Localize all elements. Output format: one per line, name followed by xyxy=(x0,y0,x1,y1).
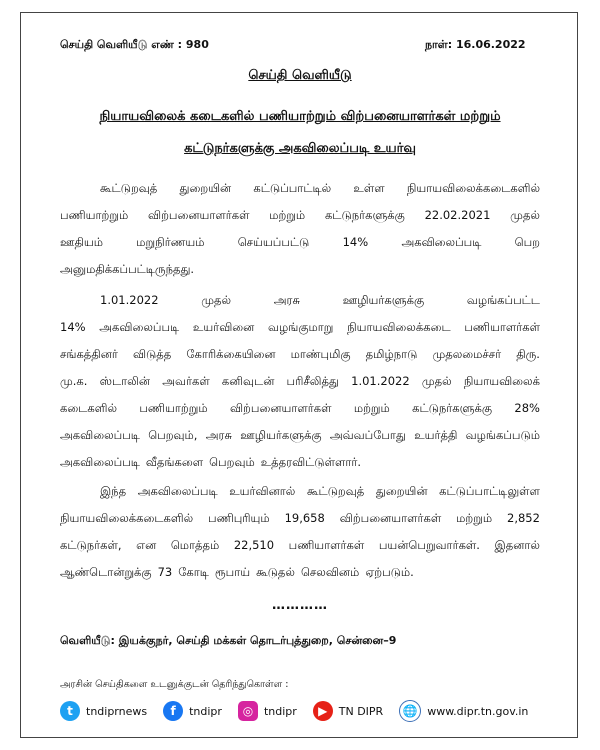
follow-text: அரசின் செய்திகளை உடனுக்குடன் தெரிந்துகொள்ள : xyxy=(60,679,289,690)
paragraph-1-line: அனுமதிக்கப்பட்டிருந்தது. xyxy=(60,262,195,276)
paragraph-1-line: ஊதியம் மறுநிர்ணயம் செய்யப்பட்டு 14% அகவிலைப்படி பெற xyxy=(60,235,540,249)
paragraph-3-line: ஆண்டொன்றுக்கு 73 கோடி ரூபாய் கூடுதல் செலவினம் ஏற்படும். xyxy=(60,565,414,579)
paragraph-3-line: கட்டுநர்கள், என மொத்தம் 22,510 பணியாளர்கள் பயன்பெறுவார்கள். இதனால் xyxy=(60,538,540,552)
separator: ………… xyxy=(272,598,328,613)
release-date: நாள்: 16.06.2022 xyxy=(425,38,526,51)
paragraph-2-line: அகவிலைப்படி வீதங்களை பெறவும் உத்தரவிட்டுள்ளார். xyxy=(60,455,362,469)
paragraph-2-line: சங்கத்தினர் விடுத்த கோரிக்கையினை மாண்புமிகு தமிழ்நாடு முதலமைச்சர் திரு. xyxy=(60,347,540,361)
issuer: வெளியீடு: இயக்குநர், செய்தி மக்கள் தொடர்புத்துறை, சென்னை–9 xyxy=(60,634,397,647)
social-label: tndiprnews xyxy=(86,704,148,718)
paragraph-2-line: 1.01.2022 முதல் அரசு ஊழியர்களுக்கு வழங்கப்பட்ட xyxy=(100,293,540,307)
headline-line-1: நியாயவிலைக் கடைகளில் பணியாற்றும் விற்பனையாளர்கள் மற்றும் xyxy=(99,109,501,124)
paragraph-2-line: கடைகளில் பணியாற்றும் விற்பனையாளர்கள் மற்றும் கட்டுநர்களுக்கு 28% xyxy=(60,401,540,415)
paragraph-2-line: மு.க. ஸ்டாலின் அவர்கள் கனிவுடன் பரிசீலித்து 1.01.2022 முதல் நியாயவிலைக் xyxy=(60,374,540,388)
paragraph-1-line: பணியாற்றும் விற்பனையாளர்கள் மற்றும் கட்டுநர்களுக்கு 22.02.2021 முதல் xyxy=(60,208,540,222)
social-link-facebook[interactable] xyxy=(163,701,222,721)
paragraph-2-line: 14% அகவிலைப்படி உயர்வினை வழங்குமாறு நியாயவிலைக்கடை பணியாளர்கள் xyxy=(60,320,540,334)
social-link-twitter[interactable] xyxy=(60,701,147,721)
youtube-icon: ▶ xyxy=(313,701,333,721)
paragraph-3-line: நியாயவிலைக்கடைகளில் பணிபுரியும் 19,658 விற்பனையாளர்கள் மற்றும் 2,852 xyxy=(60,511,540,525)
instagram-icon: ◎ xyxy=(238,701,258,721)
social-label: tndipr xyxy=(189,704,222,718)
social-link-youtube[interactable] xyxy=(313,701,383,721)
globe-icon: 🌐 xyxy=(399,700,421,722)
social-link-instagram[interactable] xyxy=(238,701,297,721)
paragraph-3-line: இந்த அகவிலைப்படி உயர்வினால் கூட்டுறவுத் துறையின் கட்டுப்பாட்டிலுள்ள xyxy=(100,484,540,498)
page-title: செய்தி வெளியீடு xyxy=(248,68,352,83)
twitter-icon: t xyxy=(60,701,80,721)
social-link-globe[interactable] xyxy=(399,700,528,722)
headline-line-2: கட்டுநர்களுக்கு அகவிலைப்படி உயர்வு xyxy=(184,141,416,156)
paragraph-2-line: அகவிலைப்படி பெறவும், அரசு ஊழியர்களுக்கு அவ்வப்போது உயர்த்தி வழங்கப்படும் xyxy=(60,428,540,442)
paragraph-1-line: கூட்டுறவுத் துறையின் கட்டுப்பாட்டில் உள்ள நியாயவிலைக்கடைகளில் xyxy=(100,181,540,195)
social-label: www.dipr.tn.gov.in xyxy=(427,704,529,718)
social-label: tndipr xyxy=(263,704,297,718)
social-label: TN DIPR xyxy=(338,704,384,718)
release-number: செய்தி வெளியீடு எண் : 980 xyxy=(60,38,209,51)
social-links xyxy=(60,700,534,722)
facebook-icon: f xyxy=(163,701,183,721)
